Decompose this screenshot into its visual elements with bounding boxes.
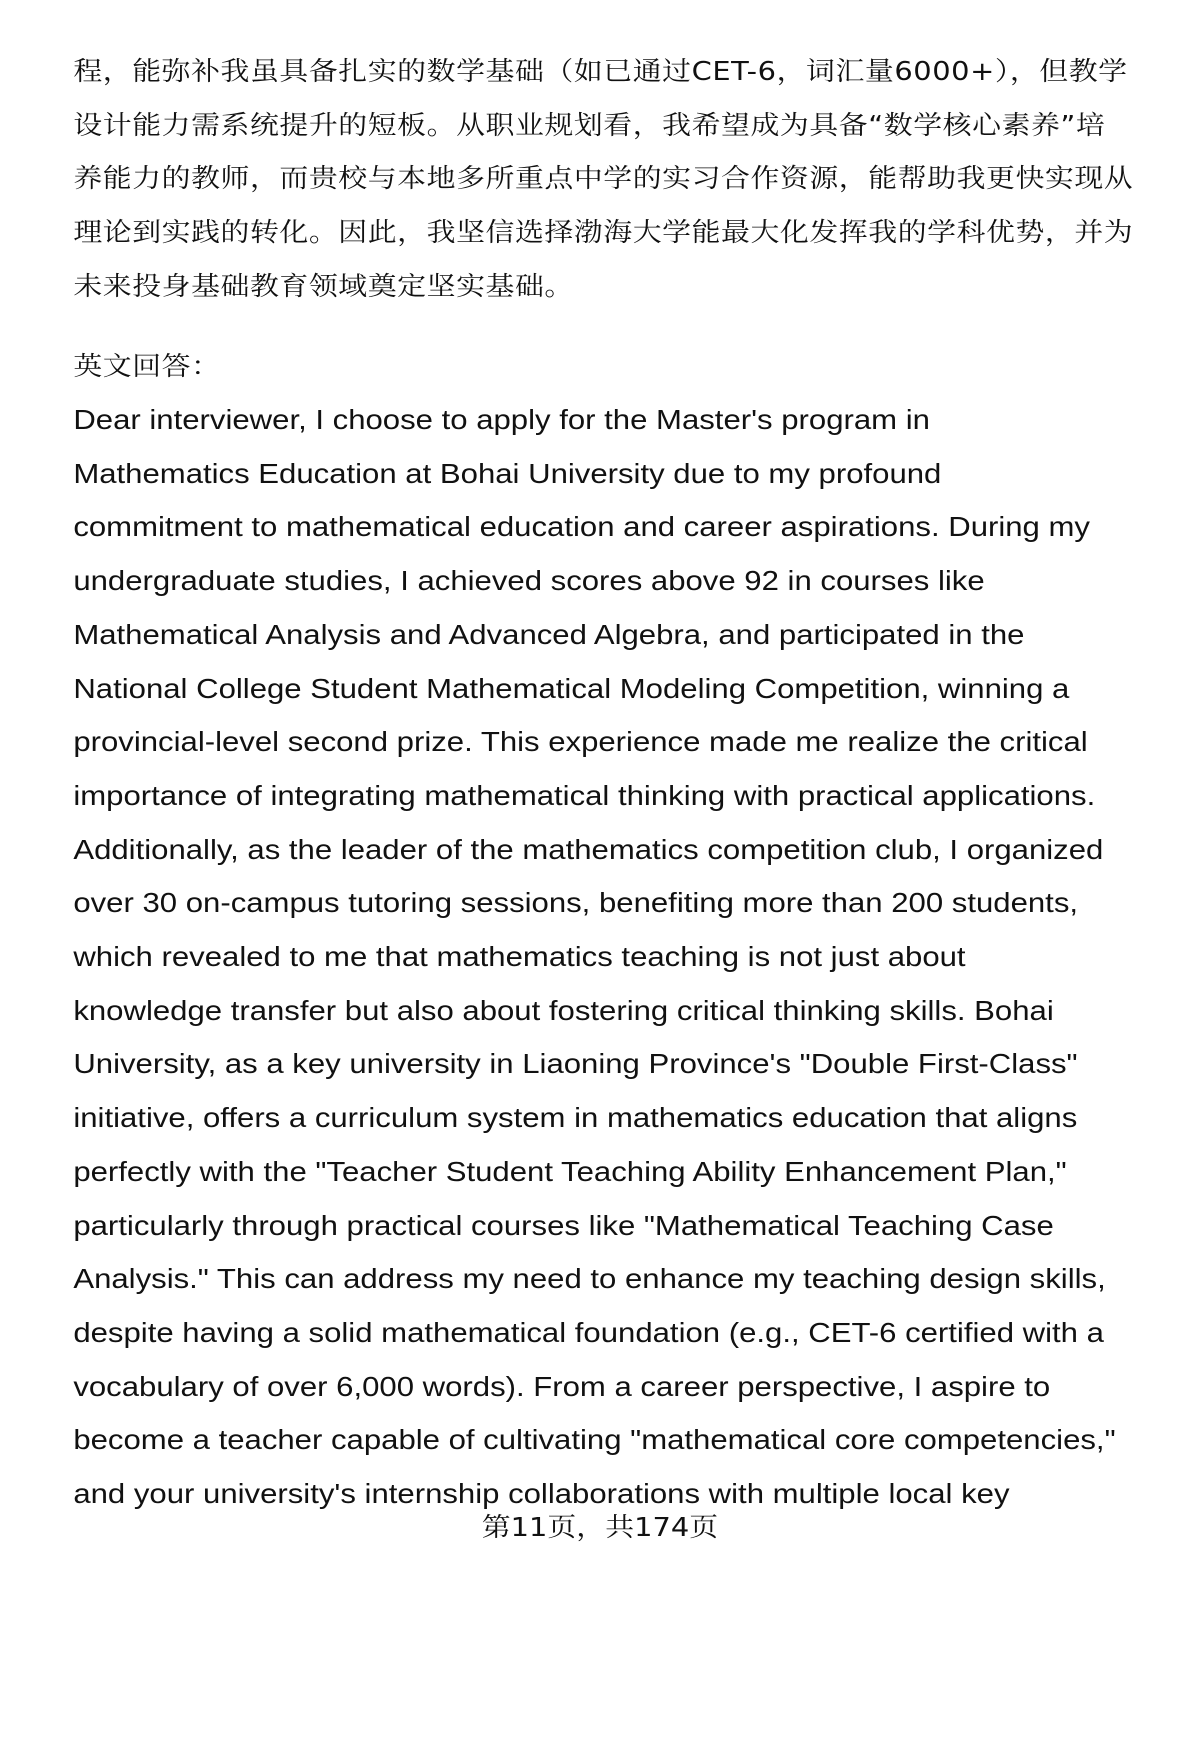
text-line: over 30 on-campus tutoring sessions, benefiting more than 200 students, [73,887,1079,919]
english-answer-heading: 英文回答： [73,352,221,382]
text-line: commitment to mathematical education and career aspirations. During my [73,511,1090,543]
text-line: 养能力的教师，而贵校与本地多所重点中学的实习合作资源，能帮助我更快实现从 [73,164,1134,195]
text-line: despite having a solid mathematical foundation (e.g., CET-6 certified with a [73,1316,1104,1348]
text-line: 程，能弥补我虽具备扎实的数学基础（如已通过CET-6，词汇量6000+），但教学 [73,57,1128,87]
text-line: Additionally, as the leader of the mathematics competition club, I organized [73,833,1104,865]
text-line: Dear interviewer, I choose to apply for the Master's program in [73,404,930,435]
text-line: initiative, offers a curriculum system in mathematics education that aligns [73,1102,1078,1134]
text-line: which revealed to me that mathematics teaching is not just about [73,941,966,972]
page-number-footer: 第11页，共174页 [481,1513,719,1543]
text-line: National College Student Mathematical Modeling Competition, winning a [73,672,1070,704]
text-line: 设计能力需系统提升的短板。从职业规划看，我希望成为具备“数学核心素养”培 [73,110,1106,141]
text-line: provincial-level second prize. This experience made me realize the critical [73,726,1088,758]
text-line: 理论到实践的转化。因此，我坚信选择渤海大学能最大化发挥我的学科优势，并为 [73,218,1134,249]
text-line: Mathematics Education at Bohai University due to my profound [73,457,942,489]
text-line: perfectly with the "Teacher Student Teaching Ability Enhancement Plan," [73,1155,1067,1187]
text-line: knowledge transfer but also about fostering critical thinking skills. Bohai [73,994,1054,1026]
text-line: particularly through practical courses like "Mathematical Teaching Case [73,1209,1054,1241]
text-line: vocabulary of over 6,000 words). From a career perspective, I aspire to [73,1370,1051,1402]
text-line: 未来投身基础教育领域奠定坚实基础。 [73,271,574,302]
text-line: become a teacher capable of cultivating "mathematical core competencies," [73,1424,1116,1456]
text-line: undergraduate studies, I achieved scores above 92 in courses like [73,565,985,597]
text-line: and your university's internship collaborations with multiple local key [73,1478,1010,1509]
text-line: Mathematical Analysis and Advanced Algebra, and participated in the [73,618,1025,650]
text-line: importance of integrating mathematical thinking with practical applications. [73,779,1096,811]
text-line: University, as a key university in Liaoning Province's "Double First-Class" [73,1048,1078,1080]
text-line: Analysis." This can address my need to enhance my teaching design skills, [73,1263,1106,1295]
